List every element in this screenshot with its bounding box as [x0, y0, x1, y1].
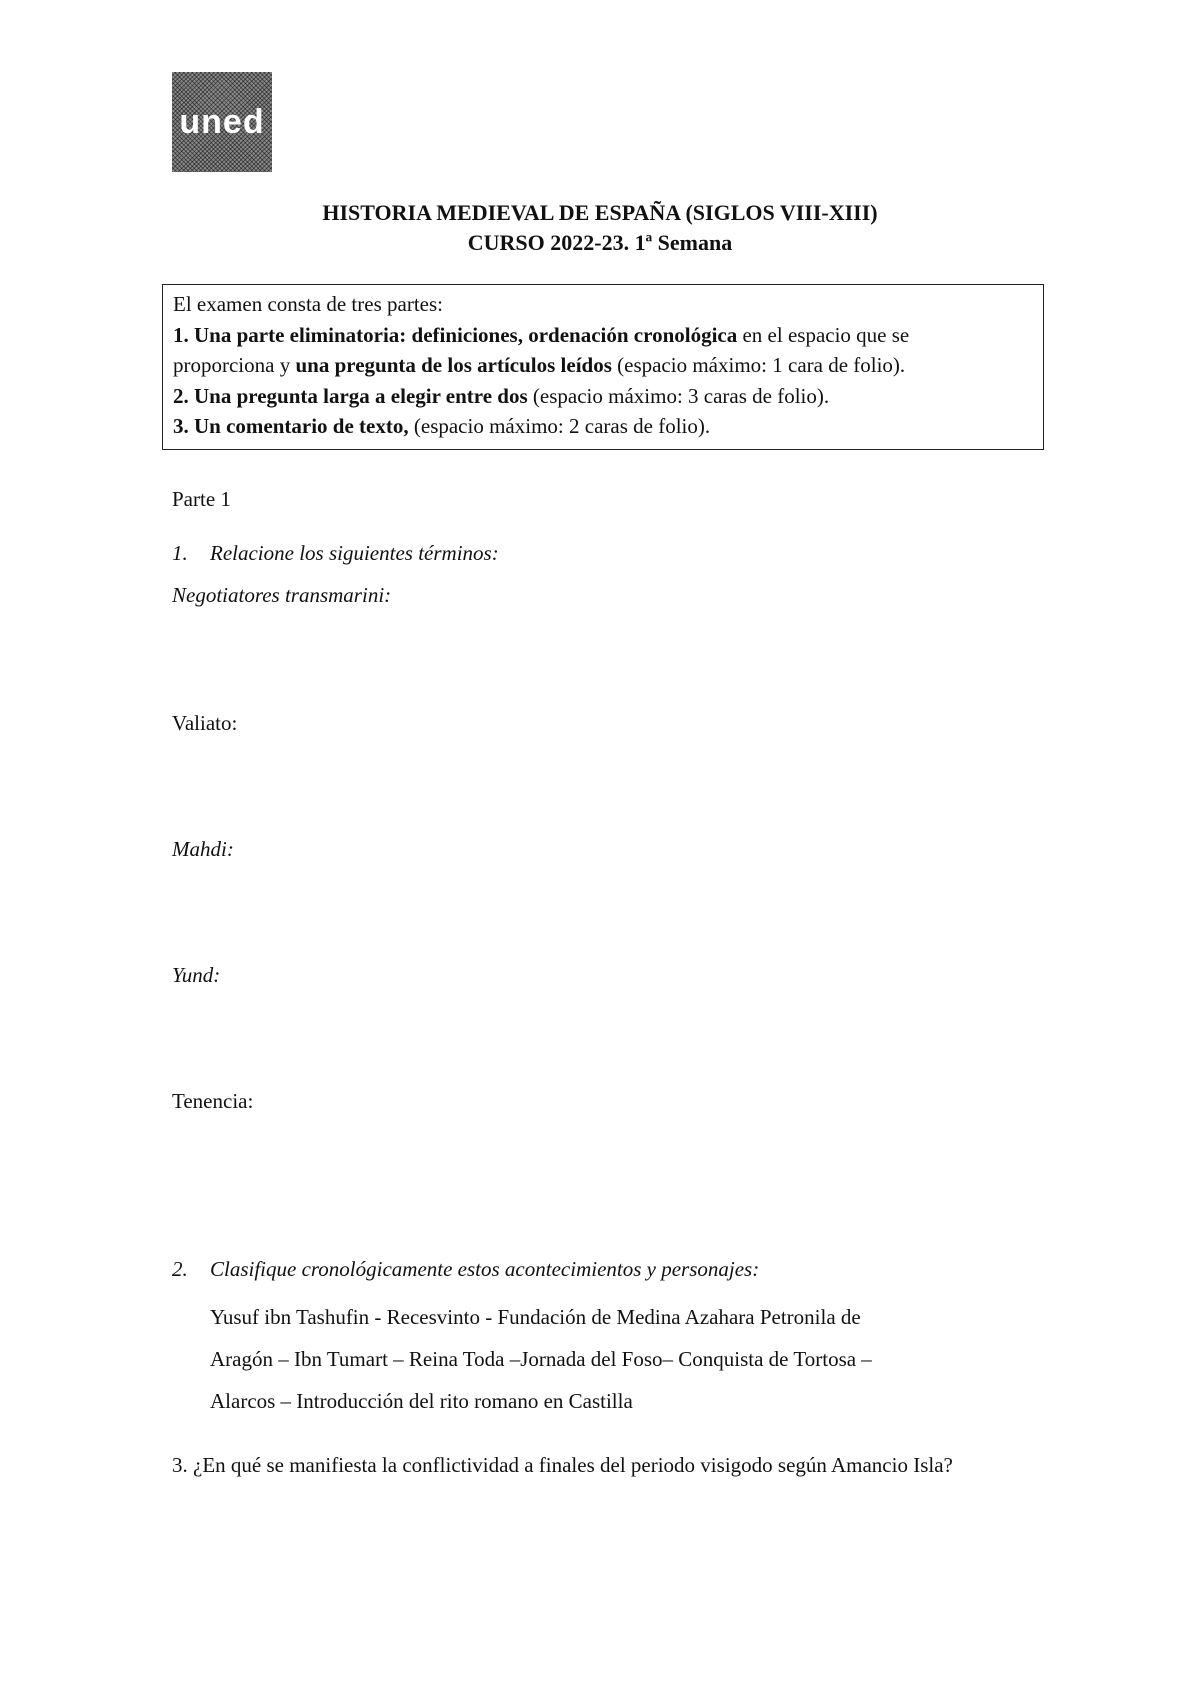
term-negotiatores: Negotiatores transmarini:	[172, 583, 392, 607]
instructions-item-2	[173, 381, 1035, 412]
question-1-heading	[172, 538, 499, 568]
term-tenencia: Tenencia:	[172, 1089, 254, 1113]
title-line-1: HISTORIA MEDIEVAL DE ESPAÑA (SIGLOS VIII-XIII)	[322, 200, 878, 225]
title-line-2: CURSO 2022-23. 1ª Semana	[467, 230, 733, 255]
question-1-number: 1.	[172, 541, 188, 565]
instructions-item-1-line-2	[173, 350, 1035, 381]
question-2-line: Aragón – Ibn Tumart – Reina Toda –Jornada del Foso– Conquista de Tortosa –	[210, 1347, 872, 1371]
term-valiato: Valiato:	[172, 711, 238, 735]
item1-plain-b: proporciona y	[173, 353, 296, 377]
uned-logo	[172, 72, 272, 172]
instructions-item-1-line-1	[173, 320, 1035, 351]
question-2-number: 2.	[172, 1257, 188, 1281]
question-2-line: Alarcos – Introducción del rito romano en Castilla	[210, 1389, 633, 1413]
item1-plain-a: en el espacio que se	[737, 322, 910, 347]
item1-bold-b: una pregunta de los artículos leídos	[295, 353, 612, 377]
item3-bold: 3. Un comentario de texto,	[173, 414, 409, 438]
part-label: Parte 1	[172, 487, 231, 511]
item1-bold-a: 1. Una parte eliminatoria: definiciones, ordenación cronológica	[173, 322, 738, 347]
question-2-text: Clasifique cronológicamente estos acontecimientos y personajes:	[210, 1257, 760, 1281]
logo-text: uned	[179, 102, 265, 141]
item3-plain: (espacio máximo: 2 caras de folio).	[408, 414, 711, 438]
exam-title	[0, 198, 1200, 258]
question-3: 3. ¿En qué se manifiesta la conflictividad a finales del periodo visigodo según Amancio Isla?	[172, 1453, 953, 1477]
item1-plain-c: (espacio máximo: 1 cara de folio).	[611, 353, 906, 377]
term-yund: Yund:	[172, 963, 221, 987]
instructions-box	[162, 284, 1044, 450]
item2-plain: (espacio máximo: 3 caras de folio).	[527, 383, 830, 408]
question-1-text: Relacione los siguientes términos:	[210, 541, 499, 565]
instructions-intro: El examen consta de tres partes:	[173, 292, 443, 316]
term-mahdi: Mahdi:	[172, 837, 234, 861]
instructions-item-3	[173, 411, 1035, 442]
item2-bold: 2. Una pregunta larga a elegir entre dos	[173, 383, 528, 408]
question-2-line: Yusuf ibn Tashufin - Recesvinto - Fundación de Medina Azahara Petronila de	[210, 1305, 861, 1329]
question-2-list	[210, 1296, 1040, 1422]
question-2-heading	[172, 1254, 759, 1284]
